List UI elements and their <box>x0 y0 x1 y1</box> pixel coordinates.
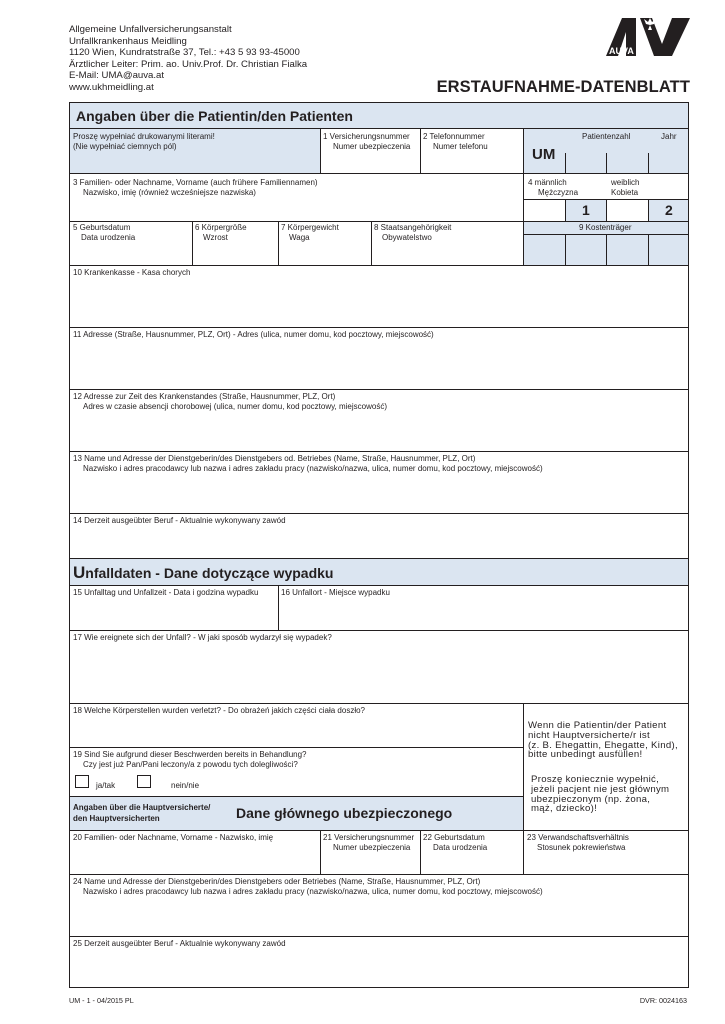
hospital-name: Unfallkrankenhaus Meidling <box>69 35 187 47</box>
divider <box>69 747 524 748</box>
divider <box>69 389 689 390</box>
divider <box>420 128 421 173</box>
divider <box>648 199 649 221</box>
insurance-number-label: 1 Versicherungsnummer <box>323 132 410 141</box>
accident-heading-initial: U <box>73 563 86 582</box>
notice-de-line-1: Wenn die Patientin/der Patient <box>528 720 667 731</box>
insured-occupation-field[interactable]: 25 Derzeit ausgeübter Beruf - Aktualnie wykonywany zawód <box>73 939 286 948</box>
employer-label-pl: Nazwisko i adres pracodawcy lub nazwa i adres zakładu pracy (nazwisko/nazwa, ulica, numer domu, kod pocztowy, miejscowość) <box>83 464 543 473</box>
insured-insurance-number-field[interactable] <box>323 833 414 853</box>
treatment-label: 19 Sind Sie aufgrund dieser Beschwerden bereits in Behandlung? <box>73 750 307 759</box>
insured-birthdate-label-pl: Data urodzenia <box>433 843 488 852</box>
sick-leave-address-label-pl: Adres w czasie absencji chorobowej (ulica, numer domu, kod pocztowy, miejscowość) <box>83 402 387 411</box>
insured-employer-field[interactable] <box>73 877 543 897</box>
um-tick <box>606 153 607 173</box>
um-label: UM <box>532 146 556 163</box>
divider <box>69 874 689 875</box>
institution-address <box>69 24 307 94</box>
divider <box>320 830 321 874</box>
notice-pl-line-1: Proszę koniecznie wypełnić, <box>531 774 660 785</box>
divider <box>69 327 689 328</box>
male-label: 4 männlich <box>528 178 567 187</box>
weight-field[interactable] <box>281 223 339 243</box>
divider <box>192 221 193 265</box>
divider <box>565 234 566 265</box>
insured-heading-de-line-1: Angaben über die Hauptversicherte/ <box>73 803 211 812</box>
divider <box>69 936 689 937</box>
divider <box>69 630 689 631</box>
treatment-yes-checkbox[interactable] <box>75 775 89 788</box>
health-insurance-field[interactable]: 10 Krankenkasse - Kasa chorych <box>73 268 191 277</box>
divider <box>69 703 689 704</box>
citizenship-label: 8 Staatsangehörigkeit <box>374 223 452 232</box>
male-label-group <box>528 178 578 198</box>
injuries-field[interactable]: 18 Welche Körperstellen wurden verletzt? - Do obrażeń jakich części ciała doszło? <box>73 706 365 715</box>
citizenship-field[interactable] <box>374 223 451 243</box>
um-tick <box>648 153 649 173</box>
instructions-line-2: (Nie wypełniać ciemnych pól) <box>73 142 177 151</box>
um-tick <box>565 153 566 173</box>
accident-heading-text: nfalldaten - Dane dotyczące wypadku <box>85 565 334 581</box>
divider <box>69 173 689 174</box>
yes-label: ja/tak <box>96 781 116 790</box>
phone-label-pl: Numer telefonu <box>433 142 488 151</box>
insured-heading-pl: Dane głównego ubezpieczonego <box>236 805 453 821</box>
relationship-field[interactable] <box>527 833 629 853</box>
weight-label-pl: Waga <box>289 233 310 242</box>
insured-birthdate-label: 22 Geburtsdatum <box>423 833 485 842</box>
birthdate-label: 5 Geburtsdatum <box>73 223 131 232</box>
insured-name-field[interactable]: 20 Familien- oder Nachname, Vorname - Nazwisko, imię <box>73 833 274 842</box>
notice-pl-line-4: mąż, dziecko)! <box>531 803 598 815</box>
divider <box>278 585 279 630</box>
birthdate-field[interactable] <box>73 223 135 243</box>
female-label-group <box>611 178 639 198</box>
female-label: weiblich <box>611 178 640 187</box>
female-label-pl: Kobieta <box>611 188 639 197</box>
weight-label: 7 Körpergewicht <box>281 223 339 232</box>
insured-insurance-number-label-pl: Numer ubezpieczenia <box>333 843 411 852</box>
document-title: ERSTAUFNAHME-DATENBLATT <box>436 78 690 96</box>
phone-label: 2 Telefonnummer <box>423 132 485 141</box>
auva-logo-icon <box>606 16 690 58</box>
employer-label: 13 Name und Adresse der Dienstgeberin/des Dienstgebers od. Betriebes (Name, Straße, Hausnummer, PLZ, Ort) <box>73 454 476 463</box>
insured-heading-de-line-2: den Hauptversicherten <box>73 814 160 823</box>
notice-de <box>528 721 678 760</box>
address-field[interactable]: 11 Adresse (Straße, Hausnummer, PLZ, Ort) - Adres (ulica, numer domu, kod pocztowy, miejscowość) <box>73 330 434 339</box>
occupation-field[interactable]: 14 Derzeit ausgeübter Beruf - Aktualnie wykonywany zawód <box>73 516 286 525</box>
divider <box>320 128 321 173</box>
cost-bearer-label: 9 Kostenträger <box>579 223 632 232</box>
treatment-label-pl: Czy jest już Pan/Pani leczony/a z powodu tych dolegliwości? <box>83 760 298 769</box>
female-box[interactable] <box>607 199 648 221</box>
divider <box>648 234 649 265</box>
male-box[interactable] <box>524 199 565 221</box>
insured-employer-label: 24 Name und Adresse der Dienstgeberin/des Dienstgebers oder Betriebes (Name, Straße, Hausnummer, PLZ, Ort) <box>73 877 481 886</box>
divider <box>606 199 607 221</box>
logo-text: AUVA <box>609 46 634 56</box>
patient-name-label-pl: Nazwisko, imię (również wcześniejsze nazwiska) <box>83 188 256 197</box>
medical-director: Ärztlicher Leiter: Prim. ao. Univ.Prof. Dr. Christian Fialka <box>69 58 308 70</box>
insurance-number-field[interactable] <box>323 132 410 152</box>
website: www.ukhmeidling.at <box>69 81 154 93</box>
male-label-pl: Mężczyzna <box>538 188 579 197</box>
relationship-label: 23 Verwandschaftsverhältnis <box>527 833 629 842</box>
email: E-Mail: UMA@auva.at <box>69 70 165 82</box>
notice-pl-line-2: jeżeli pacjent nie jest głównym <box>531 783 670 795</box>
instructions-label <box>73 132 215 152</box>
institution-name: Allgemeine Unfallversicherungsanstalt <box>69 24 232 35</box>
height-label-pl: Wzrost <box>203 233 228 242</box>
female-code: 2 <box>665 202 673 218</box>
divider <box>69 830 689 831</box>
male-code: 1 <box>582 202 590 218</box>
auva-logo <box>606 16 690 58</box>
divider <box>371 221 372 265</box>
height-label: 6 Körpergröße <box>195 223 247 232</box>
notice-de-line-4: bitte unbedingt ausfüllen! <box>528 749 643 761</box>
divider <box>69 265 689 266</box>
form-code: UM - 1 - 04/2015 PL <box>69 996 134 1005</box>
divider <box>523 830 524 874</box>
sick-leave-address-field[interactable] <box>73 392 387 412</box>
accident-date-field[interactable]: 15 Unfalltag und Unfallzeit - Data i godzina wypadku <box>73 588 259 597</box>
treatment-field <box>73 750 307 770</box>
divider <box>523 703 524 831</box>
patient-number-label: Patientenzahl <box>582 132 631 141</box>
divider <box>565 199 566 221</box>
treatment-no-checkbox[interactable] <box>137 775 151 788</box>
year-label: Jahr <box>661 132 677 141</box>
insured-heading-de <box>73 802 210 824</box>
birthdate-label-pl: Data urodzenia <box>81 233 136 242</box>
notice-de-line-3: (z. B. Ehegattin, Ehegatte, Kind), <box>528 739 678 751</box>
patient-name-label: 3 Familien- oder Nachname, Vorname (auch frühere Familiennamen) <box>73 178 318 187</box>
notice-de-line-2: nicht Hauptversicherte/r ist <box>528 729 650 741</box>
relationship-label-pl: Stosunek pokrewieństwa <box>537 843 626 852</box>
address-phone: 1120 Wien, Kundratstraße 37, Tel.: +43 5 93 93-45000 <box>69 47 300 59</box>
patient-section-heading: Angaben über die Patientin/den Patienten <box>76 108 353 124</box>
divider <box>420 830 421 874</box>
insured-employer-label-pl: Nazwisko i adres pracodawcy lub nazwa i adres zakładu pracy (nazwisko/nazwa, ulica, numer domu, kod pocztowy, miejscowość) <box>83 887 543 896</box>
sick-leave-address-label: 12 Adresse zur Zeit des Krankenstandes (Straße, Hausnummer, PLZ, Ort) <box>73 392 336 401</box>
insured-insurance-number-label: 21 Versicherungsnummer <box>323 833 415 842</box>
no-label: nein/nie <box>171 781 200 790</box>
insurance-number-label-pl: Numer ubezpieczenia <box>333 142 411 151</box>
divider <box>278 221 279 265</box>
height-field[interactable] <box>195 223 247 243</box>
accident-description-field[interactable]: 17 Wie ereignete sich der Unfall? - W jaki sposób wydarzył się wypadek? <box>73 633 332 642</box>
insured-birthdate-field[interactable] <box>423 833 487 853</box>
instructions-line-1: Proszę wypełniać drukowanymi literami! <box>73 132 215 141</box>
citizenship-label-pl: Obywatelstwo <box>382 233 432 242</box>
divider <box>606 234 607 265</box>
notice-pl-line-3: ubezpieczonym (np. żona, <box>531 793 651 805</box>
patient-name-field[interactable] <box>73 178 318 198</box>
divider <box>69 513 689 514</box>
accident-section-heading <box>73 563 333 583</box>
accident-place-field[interactable]: 16 Unfallort - Miejsce wypadku <box>281 588 390 597</box>
divider <box>69 451 689 452</box>
employer-field[interactable] <box>73 454 543 474</box>
dvr-number: DVR: 0024163 <box>639 996 687 1005</box>
notice-pl <box>531 775 669 814</box>
phone-field[interactable] <box>423 132 488 152</box>
divider <box>69 585 689 586</box>
